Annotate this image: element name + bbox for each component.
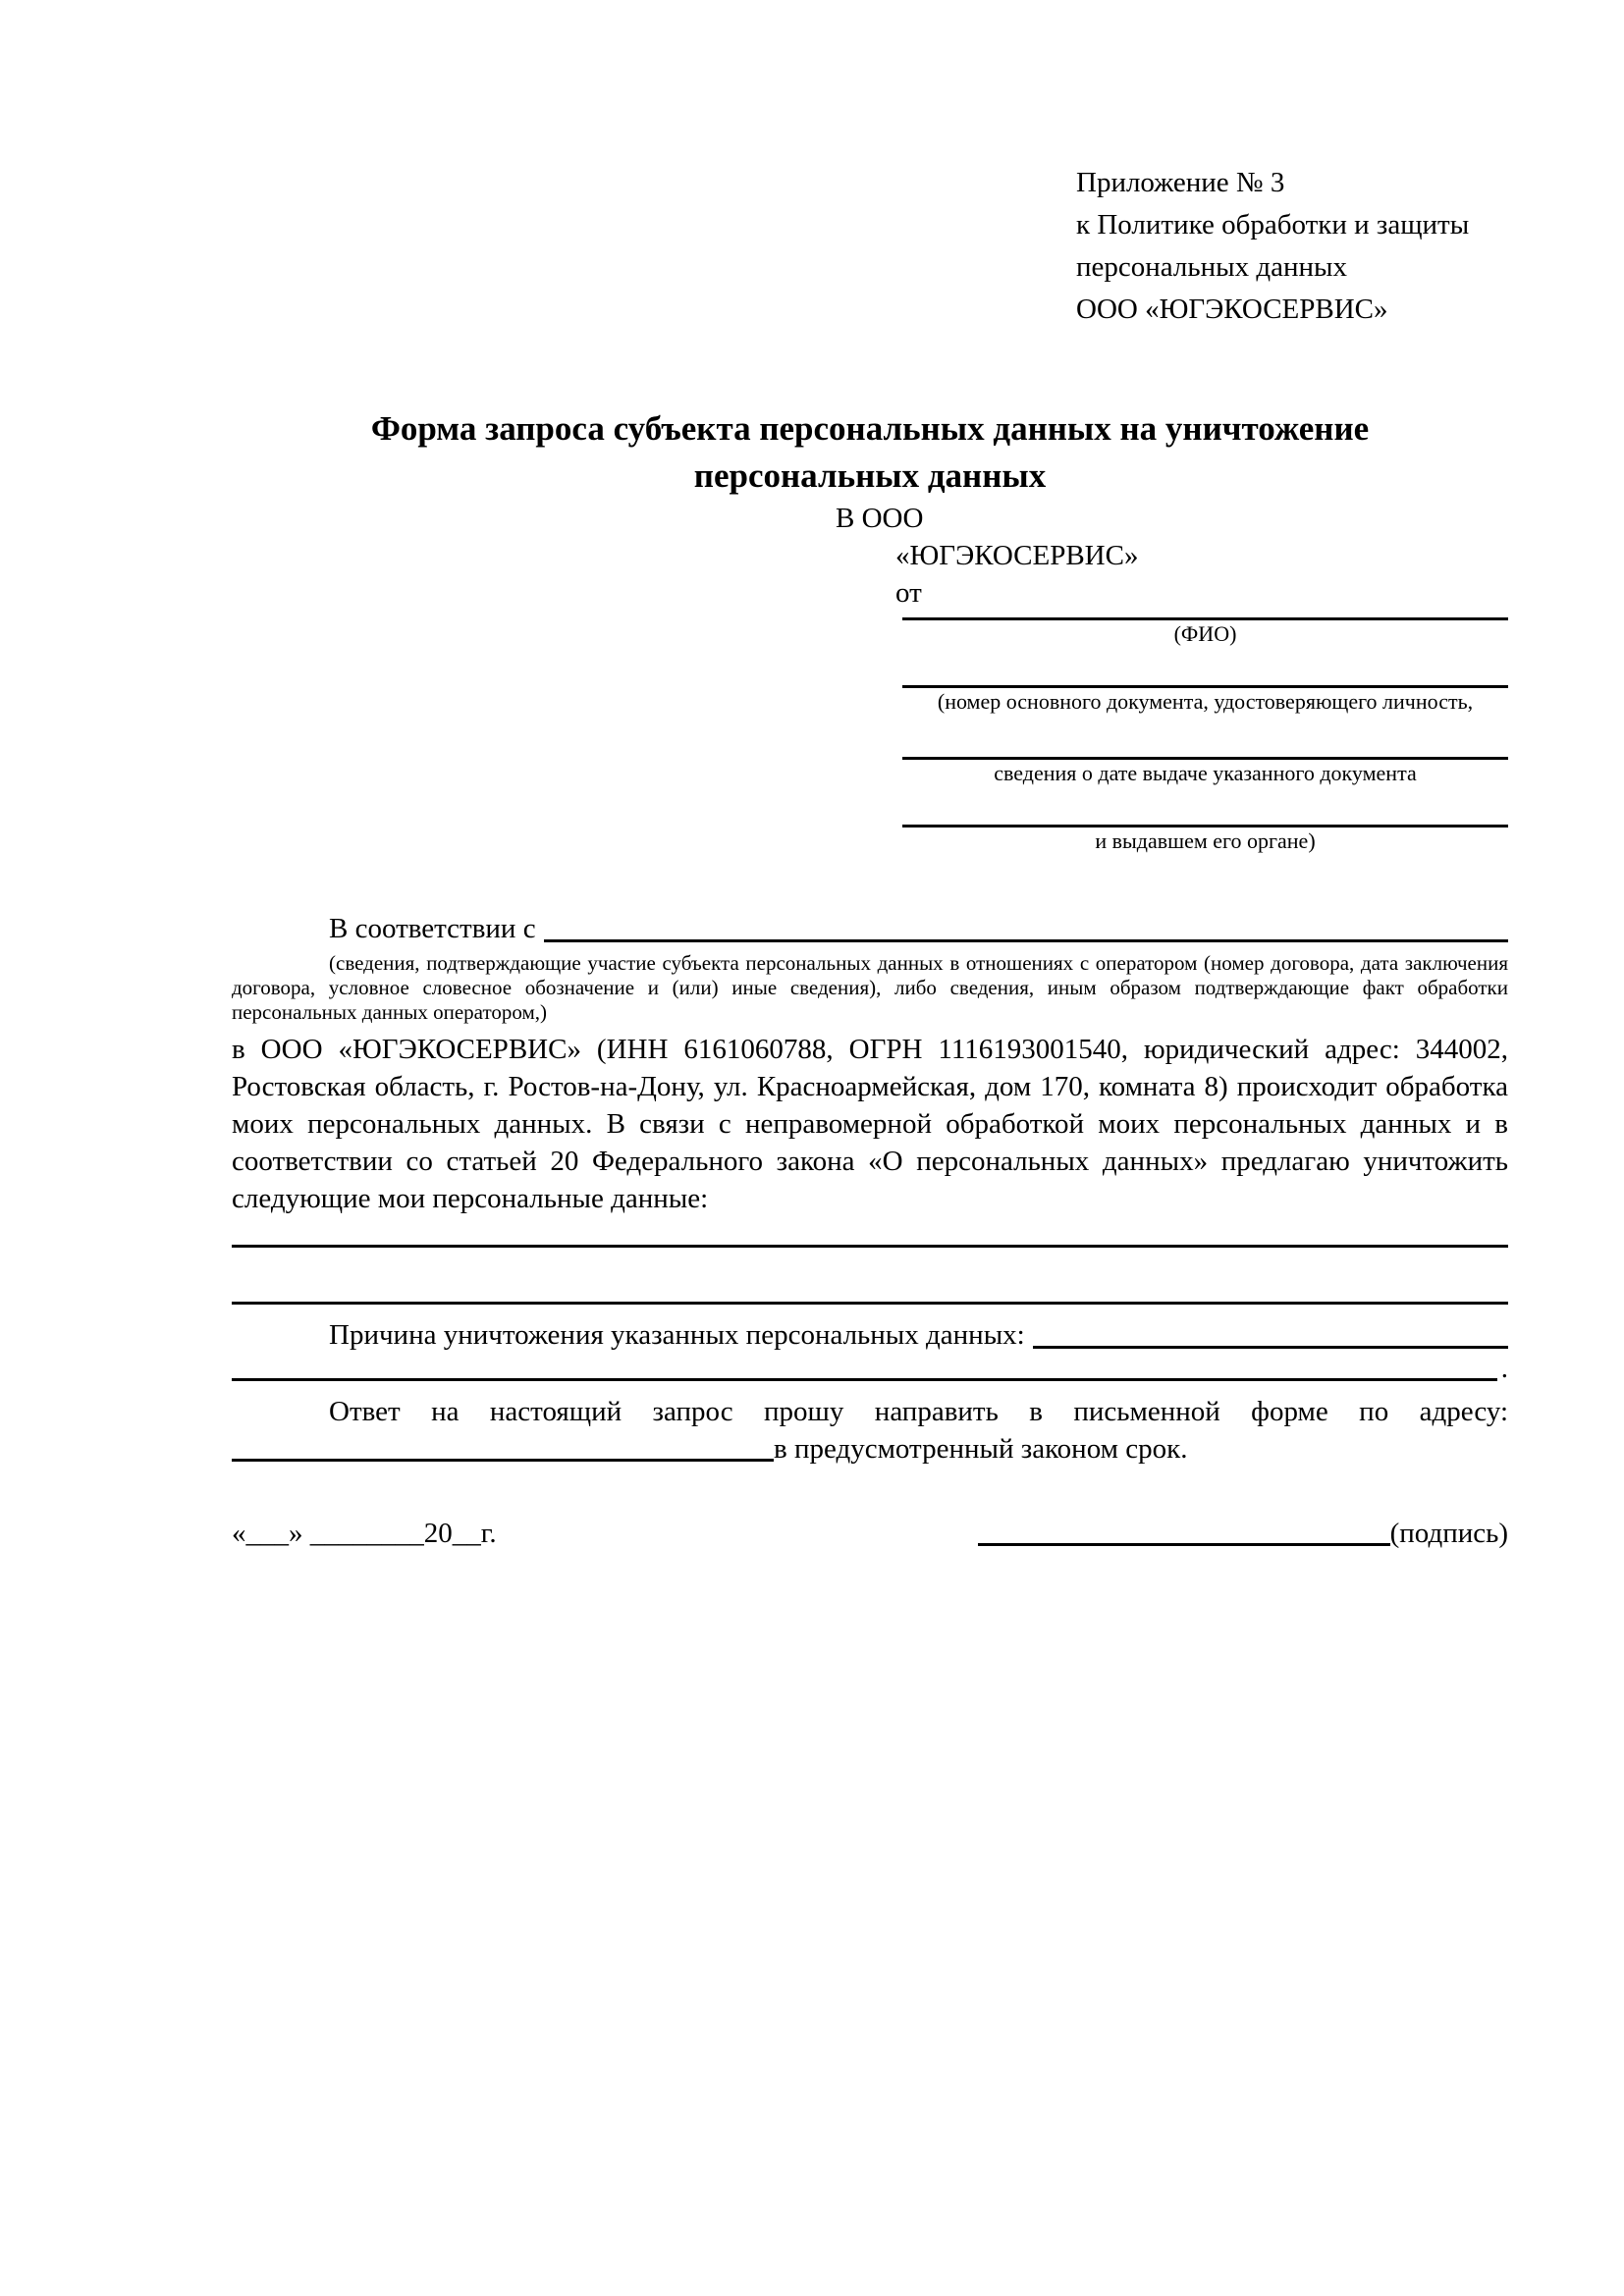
reason-label: Причина уничтожения указанных персональных данных: [329,1319,1025,1351]
signature-line [978,1543,1390,1546]
addressee-to: В ООО [836,503,924,534]
field-issue-date-caption: сведения о дате выдаче указанного документа [994,761,1417,785]
appendix-line: Приложение № 3 [1076,167,1285,198]
accordance-fill-line [544,910,1508,942]
addressee-from-label: от [895,577,922,609]
period-mark: . [1500,1353,1508,1384]
field-issuing-authority-caption: и выдавшем его органе) [1095,828,1316,853]
form-title-line: персональных данных [693,456,1047,495]
reply-address-line [232,1430,774,1462]
reply-suffix: в предусмотренный законом срок. [774,1433,1188,1465]
form-title-line: Форма запроса субъекта персональных данных на уничтожение [370,409,1370,448]
accordance-row [232,910,1508,947]
appendix-note [1076,162,1508,331]
form-title [232,405,1508,500]
personal-data-blank-line-1 [232,1217,1508,1248]
signature-group [978,1515,1508,1552]
field-document-number-caption: (номер основного документа, удостоверяющего личность, [937,689,1474,714]
field-issue-date [902,716,1508,787]
addressee-fields [902,612,1508,855]
appendix-line: персональных данных [1076,251,1348,283]
reply-sentence: Ответ на настоящий запрос прошу направить в письменной форме по адресу: [329,1396,1508,1427]
appendix-line: ООО «ЮГЭКОСЕРВИС» [1076,294,1388,325]
field-issue-date-line [902,716,1508,760]
field-fio [902,612,1508,648]
reply-address-row [232,1430,1508,1468]
field-issuing-authority [902,787,1508,855]
appendix-line: к Политике обработки и защиты [1076,209,1470,240]
request-body-paragraph: в ООО «ЮГЭКОСЕРВИС» (ИНН 6161060788, ОГРН 1116193001540, юридический адрес: 344002, Ростовская область, г. Ростов-на-Дону, ул. Красноармейская, дом 170, комната 8) происходит обработка моих персональных данных. В связи с неправомерной обработкой моих персональных данных и в соответствии со статьей 20 Федерального закона «О персональных данных» предлагаю уничтожить следующие мои персональные данные: [232,1034,1508,1214]
accordance-lead: В соответствии с [329,913,536,944]
reason-blank-line [232,1378,1497,1381]
date-signature-row [232,1515,1508,1552]
personal-data-blank-line-2 [232,1248,1508,1305]
reason-row [232,1316,1508,1354]
date-field: «___» ________20__г. [232,1518,497,1549]
signature-caption: (подпись) [1389,1518,1508,1549]
field-fio-line [902,612,1508,620]
field-issuing-authority-line [902,787,1508,828]
accordance-note: (сведения, подтверждающие участие субъекта персональных данных в отношениях с оператором (номер договора, дата заключения договора, условное словесное обозначение и (или) иные сведения), либо сведения, иным образом подтверждающие факт обработки персональных данных оператором,) [232,951,1508,1024]
field-document-number [902,648,1508,716]
field-fio-caption: (ФИО) [1173,621,1237,646]
reason-fill-line [1033,1316,1508,1349]
field-document-number-line [902,648,1508,688]
reason-blank-line-row [232,1354,1508,1383]
addressee-block [232,500,1508,612]
addressee-org-name: «ЮГЭКОСЕРВИС» [895,540,1139,571]
